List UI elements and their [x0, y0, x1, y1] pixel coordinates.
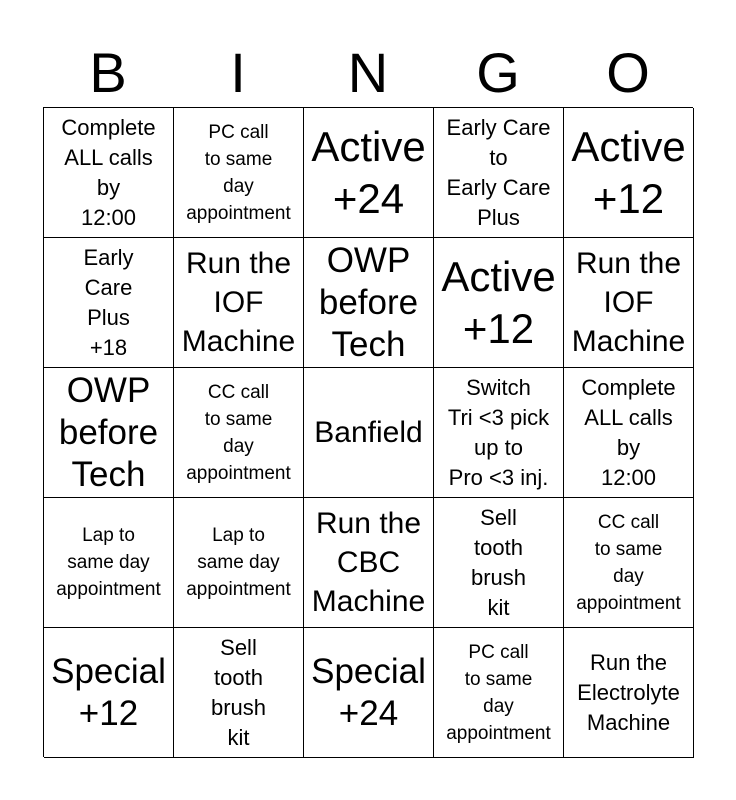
header-letter-g: G — [476, 41, 520, 104]
bingo-cell-r5c1[interactable]: Special +12 — [44, 628, 174, 758]
bingo-cell-r1c4[interactable]: Early Care to Early Care Plus — [434, 108, 564, 238]
bingo-cell-r2c3[interactable]: OWP before Tech — [304, 238, 434, 368]
bingo-cell-r5c2[interactable]: Sell tooth brush kit — [174, 628, 304, 758]
bingo-cell-r4c3[interactable]: Run the CBC Machine — [304, 498, 434, 628]
bingo-cell-r2c4[interactable]: Active +12 — [434, 238, 564, 368]
bingo-cell-r2c5[interactable]: Run the IOF Machine — [564, 238, 694, 368]
bingo-cell-r1c1[interactable]: Complete ALL calls by 12:00 — [44, 108, 174, 238]
bingo-cell-r4c2[interactable]: Lap to same day appointment — [174, 498, 304, 628]
bingo-cell-r3c5[interactable]: Complete ALL calls by 12:00 — [564, 368, 694, 498]
header-letter-n: N — [347, 41, 389, 104]
bingo-cell-r3c2[interactable]: CC call to same day appointment — [174, 368, 304, 498]
bingo-cell-r2c2[interactable]: Run the IOF Machine — [174, 238, 304, 368]
bingo-cell-r1c2[interactable]: PC call to same day appointment — [174, 108, 304, 238]
bingo-cell-r1c3[interactable]: Active +24 — [304, 108, 434, 238]
bingo-cell-r3c1[interactable]: OWP before Tech — [44, 368, 174, 498]
bingo-cell-r4c5[interactable]: CC call to same day appointment — [564, 498, 694, 628]
bingo-cell-r3c4[interactable]: Switch Tri <3 pick up to Pro <3 inj. — [434, 368, 564, 498]
header-letter-i: I — [230, 41, 246, 104]
bingo-board — [43, 107, 693, 757]
bingo-cell-r4c4[interactable]: Sell tooth brush kit — [434, 498, 564, 628]
bingo-cell-r2c1[interactable]: Early Care Plus +18 — [44, 238, 174, 368]
bingo-cell-r5c4[interactable]: PC call to same day appointment — [434, 628, 564, 758]
bingo-header — [43, 40, 693, 106]
bingo-cell-r3c3[interactable]: Banfield — [304, 368, 434, 498]
bingo-cell-r4c1[interactable]: Lap to same day appointment — [44, 498, 174, 628]
header-letter-o: O — [606, 41, 650, 104]
bingo-cell-r5c5[interactable]: Run the Electrolyte Machine — [564, 628, 694, 758]
header-letter-b: B — [89, 41, 127, 104]
bingo-cell-r1c5[interactable]: Active +12 — [564, 108, 694, 238]
bingo-cell-r5c3[interactable]: Special +24 — [304, 628, 434, 758]
